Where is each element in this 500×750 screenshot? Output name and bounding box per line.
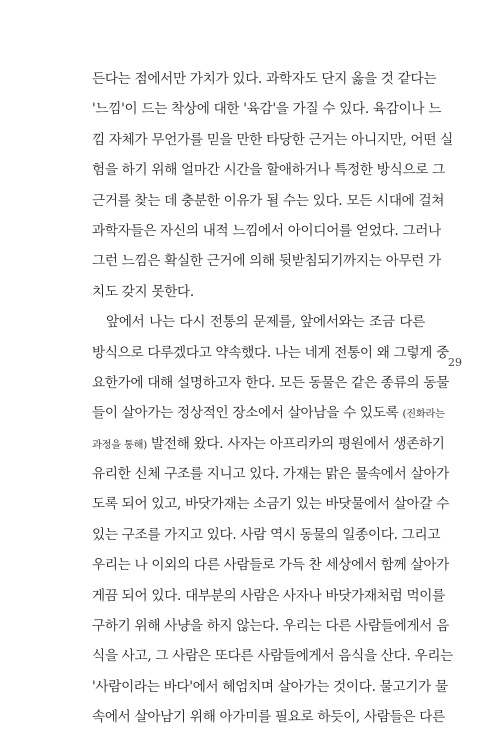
text-line [92,459,449,489]
line-text: 과학자들은 자신의 내적 느낌에서 아이디어를 얻었다. 그러나 [92,222,441,239]
line-text: 들이 살아가는 정상적인 장소에서 살아남을 수 있도록 [92,405,403,422]
line-text: 앞에서 나는 다시 전통의 문제를, 앞에서와는 조금 다른 [106,314,425,331]
line-text: 속에서 살아남기 위해 아가미를 필요로 하듯이, 사람들은 다른 [92,709,445,726]
text-line [92,702,445,732]
paragraph [92,307,453,732]
line-text: 치도 갖지 못한다. [92,283,194,300]
text-line [92,368,449,398]
line-text: 그런 느낌은 확실한 근거에 의해 뒷받침되기까지는 아무런 가 [92,253,441,270]
paragraph [92,64,453,307]
line-text: 낌 자체가 무언가를 믿을 만한 타당한 근거는 아니지만, 어떤 실 [92,131,453,148]
line-text: 있는 구조를 가지고 있다. 사람 역시 동물의 일종이다. 그리고 [92,526,441,543]
parenthetical-text: 과정을 통해) [92,439,148,451]
line-text: 발전해 왔다. 사자는 아프리카의 평원에서 생존하기 [147,435,445,452]
text-line [92,429,445,459]
line-text: '사람이라는 바다'에서 헤엄치며 살아가는 것이다. 물고기가 물 [92,678,448,695]
line-text: 게끔 되어 있다. 대부분의 사람은 사자나 바닷가재처럼 먹이를 [92,587,445,604]
line-text: 험을 하기 위해 얼마간 시간을 할애하거나 특정한 방식으로 그 [92,162,445,179]
body-text [92,64,453,733]
line-text: '느낌'이 드는 착상에 대한 '육감'을 가질 수 있다. 육감이나 느 [92,101,442,118]
line-text: 구하기 위해 사냥을 하지 않는다. 우리는 다른 사람들에게서 음 [92,618,449,635]
text-line [92,398,445,428]
text-line [92,186,445,216]
line-text: 우리는 나 이외의 다른 사람들로 가득 찬 세상에서 함께 살아가 [92,557,449,574]
page-number: 29 [448,356,462,369]
parenthetical-text: (진화라는 [402,409,445,421]
text-line [92,94,442,124]
text-line [92,520,441,550]
line-text: 식을 사고, 그 사람은 또다른 사람들에게서 음식을 산다. 우리는 [92,648,453,665]
text-line [92,550,449,580]
line-text: 방식으로 다루겠다고 약속했다. 나는 네게 전통이 왜 그렇게 중 [92,344,449,361]
line-text: 근거를 찾는 데 충분한 이유가 될 수는 있다. 모든 시대에 걸쳐 [92,192,445,209]
text-line [92,489,449,519]
line-text: 도록 되어 있고, 바닷가재는 소금기 있는 바닷물에서 살아갈 수 [92,496,449,513]
line-text: 요한가에 대해 설명하고자 한다. 모든 동물은 같은 종류의 동물 [92,374,449,391]
text-line [92,307,425,337]
line-text: 든다는 점에서만 가치가 있다. 과학자도 단지 옳을 것 같다는 [92,71,437,87]
text-line [92,277,425,307]
text-line [92,64,437,94]
text-line [92,641,453,671]
text-line [92,672,448,702]
text-line [92,338,449,368]
text-line [92,155,445,185]
text-line [92,216,441,246]
line-text: 유리한 신체 구조를 지니고 있다. 가재는 맑은 물속에서 살아가 [92,466,449,483]
text-line [92,125,453,155]
text-line [92,581,445,611]
text-line [92,246,441,276]
text-line [92,611,449,641]
